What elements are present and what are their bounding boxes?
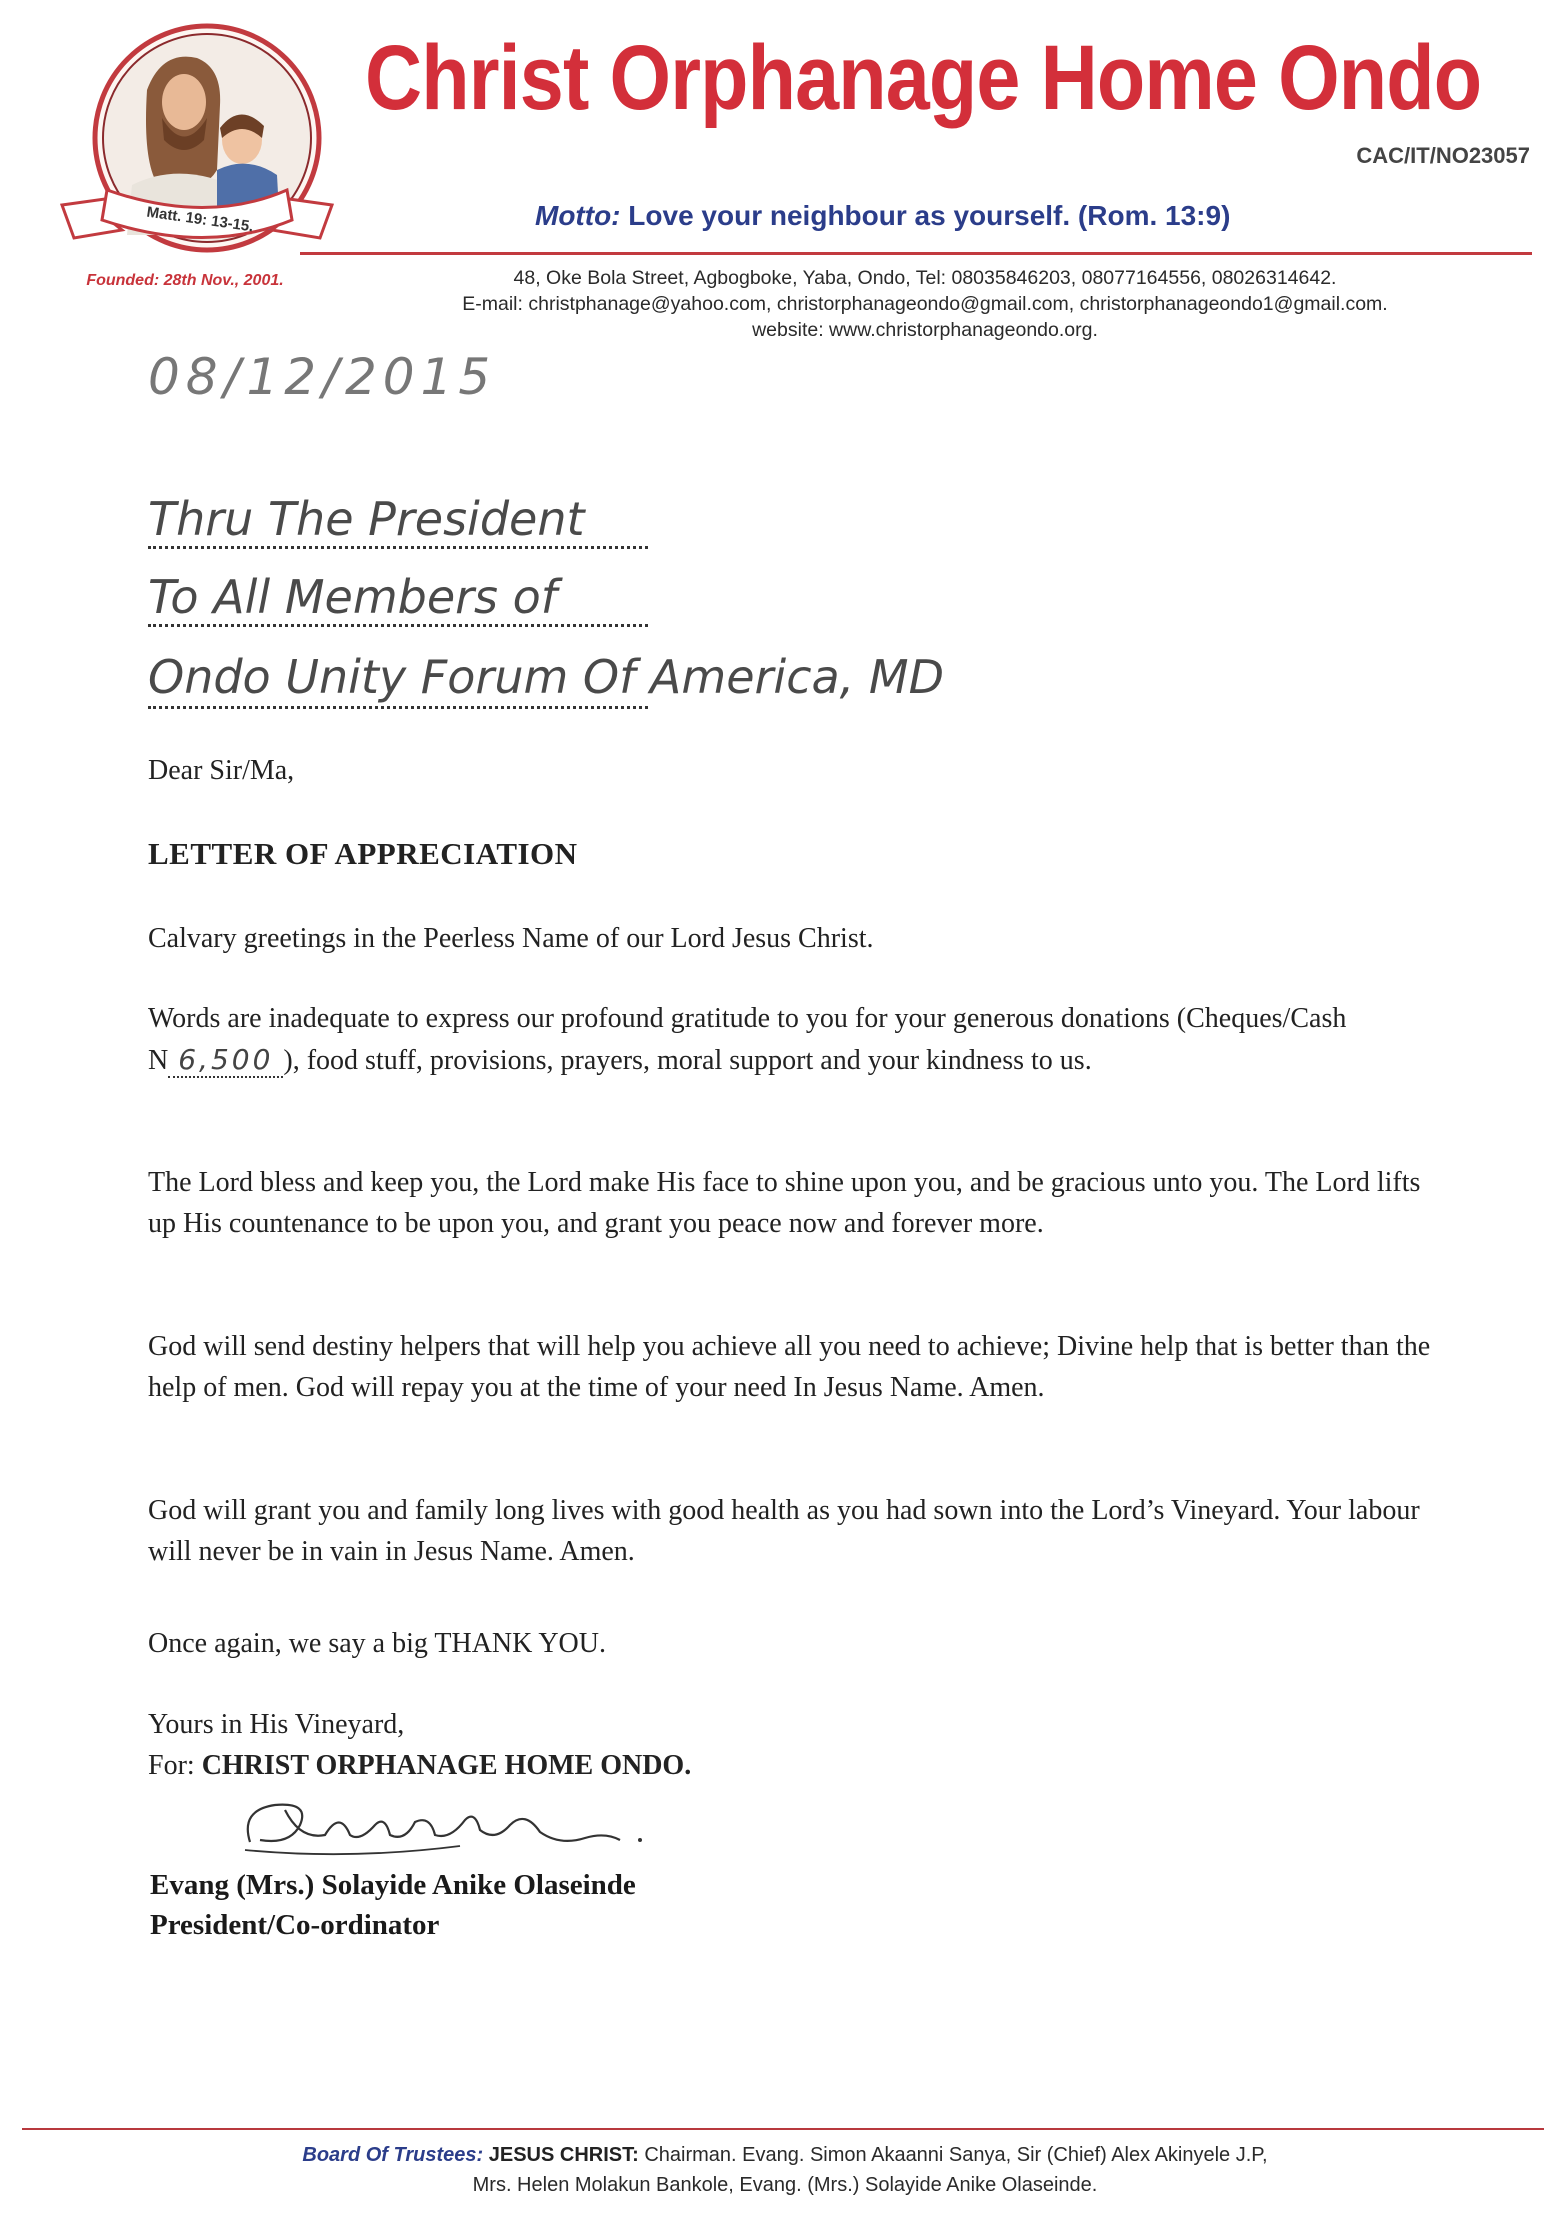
signatory-block <box>150 1865 636 1945</box>
recipient-dots-1 <box>148 546 648 549</box>
board-chair: JESUS CHRIST: <box>483 2144 639 2166</box>
email-line: E-mail: christphanage@yahoo.com, christorphanageondo@gmail.com, christorphanageondo1@gmail.com. <box>462 293 1388 315</box>
paragraph-greeting: Calvary greetings in the Peerless Name of our Lord Jesus Christ. <box>148 923 874 954</box>
closing-for-label: For: <box>148 1750 202 1781</box>
board-members-1: Chairman. Evang. Simon Akaanni Sanya, Sir (Chief) Alex Akinyele J.P, <box>638 2144 1268 2166</box>
paragraph-gratitude <box>148 998 1448 1081</box>
orphanage-logo <box>52 20 342 295</box>
organization-title: Christ Orphanage Home Ondo <box>365 27 1482 129</box>
motto <box>535 200 1435 232</box>
paragraph-gratitude-end: ), food stuff, provisions, prayers, moral support and your kindness to us. <box>283 1045 1092 1076</box>
letter-heading: LETTER OF APPRECIATION <box>148 836 578 871</box>
recipient-line-1: Thru The President <box>148 492 585 546</box>
recipient-dots-2 <box>148 624 648 627</box>
contact-block <box>320 265 1530 343</box>
handwritten-date: 08/12/2015 <box>148 348 497 406</box>
closing-line: Yours in His Vineyard, <box>148 1709 405 1740</box>
paragraph-helpers: God will send destiny helpers that will help you achieve all you need to achieve; Divine help that is better than the help of men. God will repay you at the time of your need In Jesus Name. Amen. <box>148 1331 1431 1403</box>
board-line-2: Mrs. Helen Molakun Bankole, Evang. (Mrs.) Solayide Anike Olaseinde. <box>472 2174 1098 2196</box>
motto-text: Love your neighbour as yourself. (Rom. 13:9) <box>620 200 1231 231</box>
paragraph-blessing: The Lord bless and keep you, the Lord make His face to shine upon you, and be gracious unto you. The Lord lifts up His countenance to be upon you, and grant you peace now and forever more. <box>148 1167 1421 1239</box>
signature-image <box>230 1780 690 1870</box>
paragraph-gratitude-start: Words are inadequate to express our profound gratitude to you for your generous donations (Cheques/Cash N <box>148 1003 1347 1076</box>
founded-date: Founded: 28th Nov., 2001. <box>86 272 284 289</box>
signatory-name: Evang (Mrs.) Solayide Anike Olaseinde <box>150 1869 636 1901</box>
website-line: website: www.christorphanageondo.org. <box>752 319 1098 341</box>
closing-org-name: CHRIST ORPHANAGE HOME ONDO. <box>201 1750 692 1781</box>
board-line-1 <box>30 2140 1540 2170</box>
signatory-title: President/Co-ordinator <box>150 1909 440 1941</box>
paragraph-long-lives: God will grant you and family long lives with good health as you had sown into the Lord’s Vineyard. Your labour will never be in vain in Jesus Name. Amen. <box>148 1495 1420 1567</box>
recipient-line-2: To All Members of <box>148 570 557 624</box>
recipient-line-3: Ondo Unity Forum Of America, MD <box>148 650 945 704</box>
salutation: Dear Sir/Ma, <box>148 755 295 786</box>
logo-ribbon-text: Matt. 19: 13-15. <box>145 203 255 236</box>
motto-label: Motto: <box>535 200 621 231</box>
paragraph-thank-you: Once again, we say a big THANK YOU. <box>148 1628 606 1659</box>
footer-divider <box>22 2128 1544 2130</box>
recipient-dots-3 <box>148 706 648 709</box>
closing-block <box>148 1704 1448 1786</box>
header-divider <box>300 252 1532 255</box>
address-line: 48, Oke Bola Street, Agbogboke, Yaba, Ondo, Tel: 08035846203, 08077164556, 08026314642. <box>513 267 1337 289</box>
registration-number: CAC/IT/NO23057 <box>1356 143 1530 168</box>
board-of-trustees <box>30 2140 1540 2200</box>
board-label: Board Of Trustees: <box>302 2144 484 2166</box>
donation-amount: 6,500 <box>168 1043 283 1078</box>
